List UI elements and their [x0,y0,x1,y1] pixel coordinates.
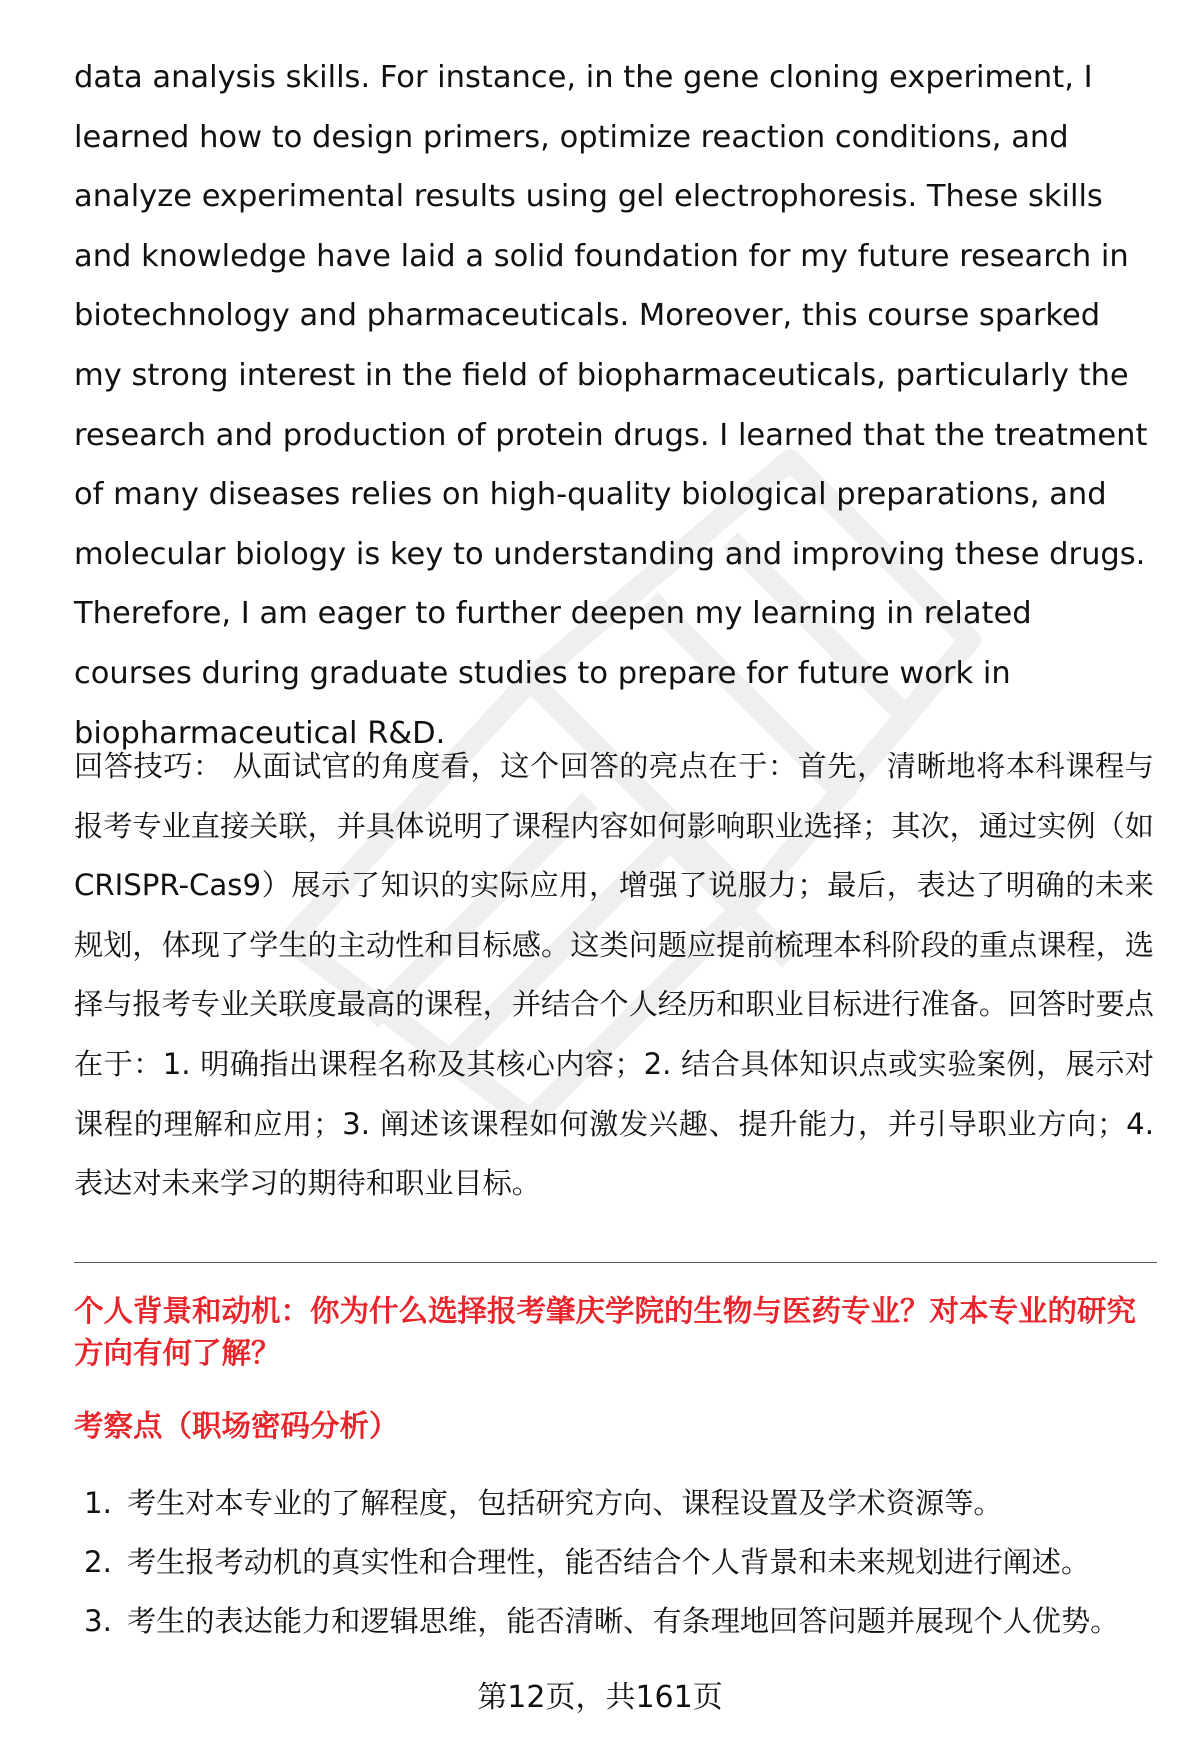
list-item-text: 考生报考动机的真实性和合理性，能否结合个人背景和未来规划进行阐述。 [127,1545,1091,1579]
section-divider [74,1262,1157,1263]
interview-question-heading: 个人背景和动机：你为什么选择报考肇庆学院的生物与医药专业？对本专业的研究方向有何了解？ [74,1294,1137,1370]
list-item-number: 2. [84,1545,112,1579]
english-answer-paragraph: data analysis skills. For instance, in the gene cloning experiment, I learned how to design primers, optimize reaction conditions, and analyze experimental results using gel electrophoresis. These skills and knowledge have laid a solid foundation for my future research in biotechnology and pharmaceuticals. Moreover, this course sparked my strong interest in the field of biopharmaceuticals, particularly the research and production of protein drugs. I learned that the treatment of many diseases relies on high-quality biological preparations, and molecular biology is key to understanding and improving these drugs. Therefore, I am eager to further deepen my learning in related courses during graduate studies to prepare for future work in biopharmaceutical R&D. [74,60,1148,751]
answer-tips-paragraph: 回答技巧： 从面试官的角度看，这个回答的亮点在于：首先，清晰地将本科课程与报考专业直接关联，并具体说明了课程内容如何影响职业选择；其次，通过实例（如CRISPR-Cas9）展示了知识的实际应用，增强了说服力；最后，表达了明确的未来规划，体现了学生的主动性和目标感。这类问题应提前梳理本科阶段的重点课程，选择与报考专业关联度最高的课程，并结合个人经历和职业目标进行准备。回答时要点在于：1. 明确指出课程名称及其核心内容；2. 结合具体知识点或实验案例，展示对课程的理解和应用；3. 阐述该课程如何激发兴趣、提升能力，并引导职业方向；4. 表达对未来学习的期待和职业目标。 [74,749,1154,1201]
list-item-text: 考生对本专业的了解程度，包括研究方向、课程设置及学术资源等。 [127,1486,1003,1520]
list-item-number: 3. [84,1604,112,1638]
list-item [74,1600,1159,1659]
list-item-text: 考生的表达能力和逻辑思维，能否清晰、有条理地回答问题并展现个人优势。 [127,1604,1120,1638]
assessment-points-list [74,1482,1159,1659]
page-number-footer: 第12页，共161页 [477,1680,723,1715]
list-item [74,1482,1159,1541]
list-item-number: 1. [84,1486,112,1520]
list-item [74,1541,1159,1600]
assessment-points-heading: 考察点（职场密码分析） [74,1409,399,1443]
